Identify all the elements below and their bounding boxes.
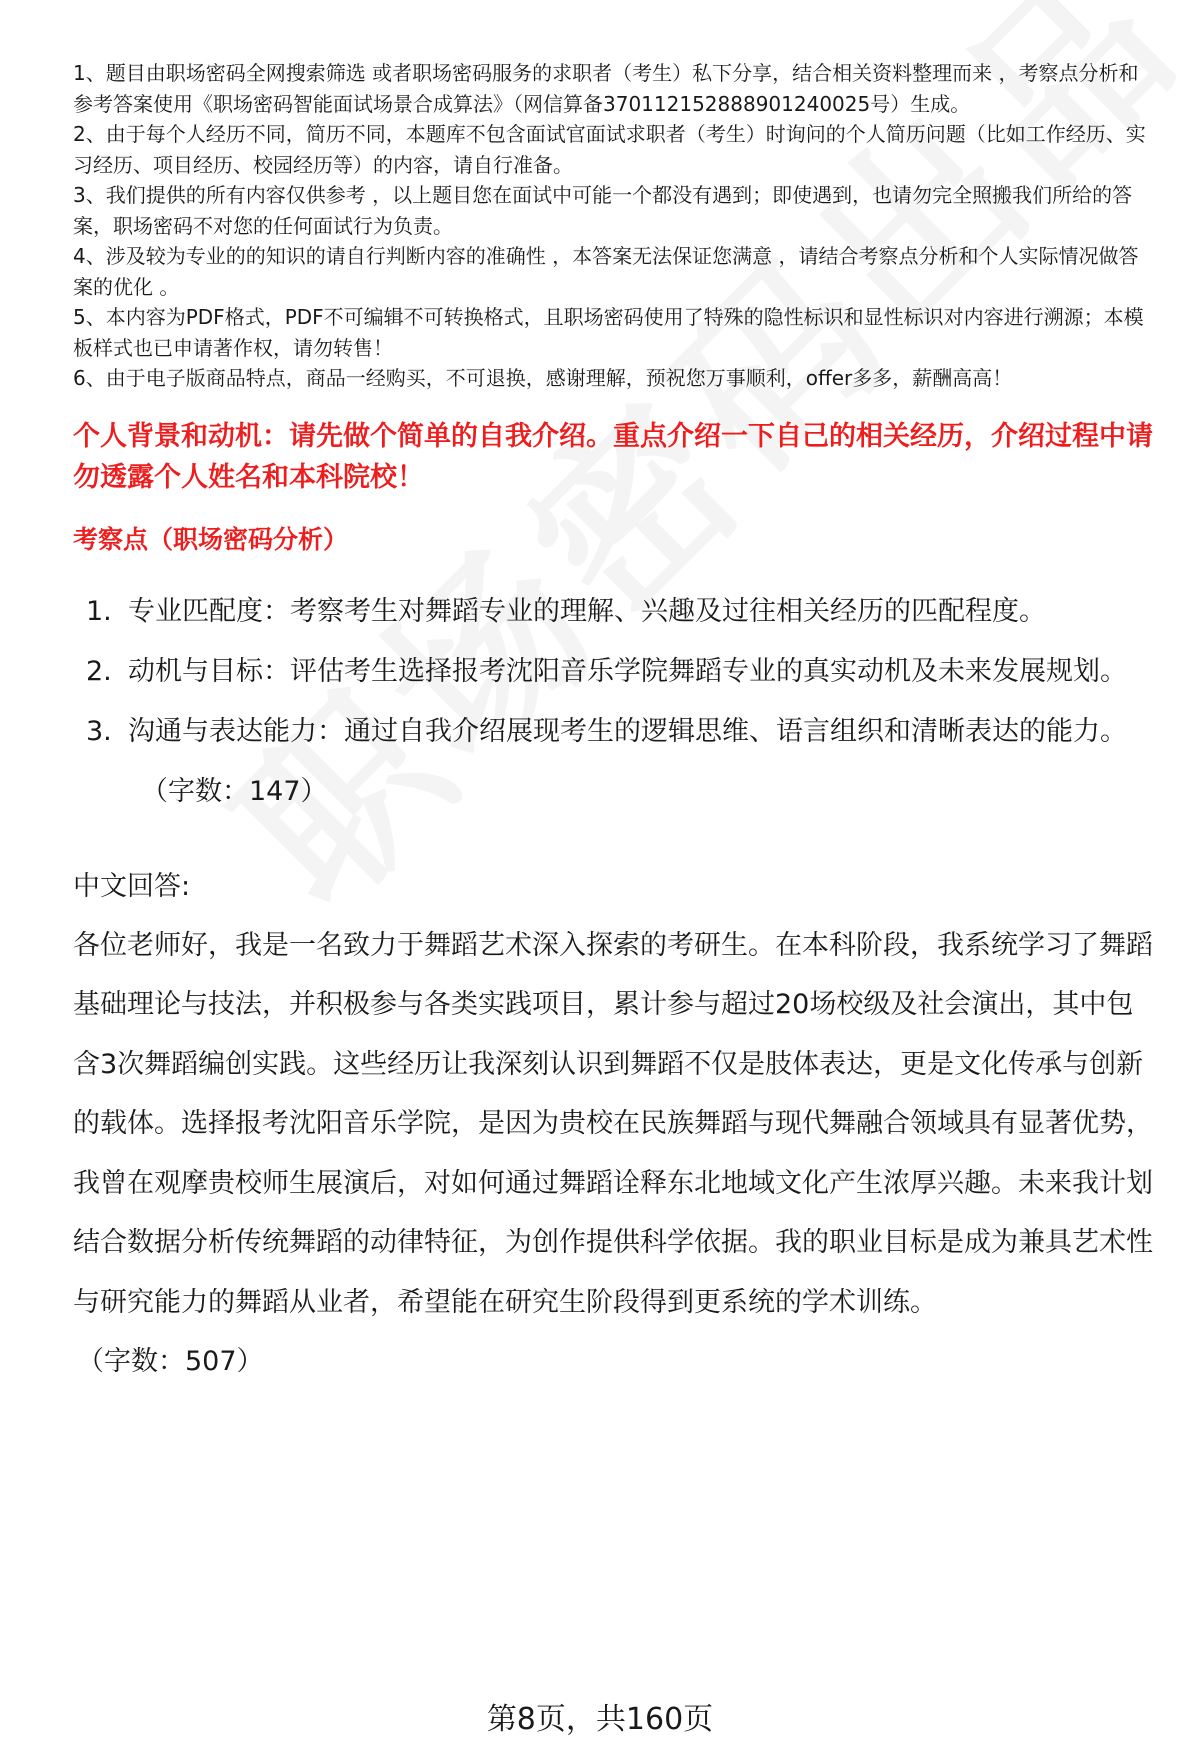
page-number: 第8页，共160页 xyxy=(486,1702,714,1737)
disclaimer-item: 1、题目由职场密码全网搜索筛选 或者职场密码服务的求职者（考生）私下分享，结合相关资料整理而来 ，考察点分析和参考答案使用《职场密码智能面试场景合成算法》（网信算备370112152888901240025号）生成。 xyxy=(73,61,1139,116)
answer-word-count: （字数：507） xyxy=(77,1346,264,1377)
point-text: 沟通与表达能力：通过自我介绍展现考生的逻辑思维、语言组织和清晰表达的能力。 xyxy=(128,715,1127,747)
assessment-points xyxy=(73,582,1153,762)
disclaimer-item: 5、本内容为PDF格式，PDF不可编辑不可转换格式，且职场密码使用了特殊的隐性标识和显性标识对内容进行溯源；本模板样式也已申请著作权，请勿转售！ xyxy=(73,305,1144,360)
disclaimer-item: 3、我们提供的所有内容仅供参考 ，以上题目您在面试中可能一个都没有遇到；即使遇到，也请勿完全照搬我们所给的答案，职场密码不对您的任何面试行为负责。 xyxy=(73,183,1133,238)
point-number: 2. xyxy=(86,655,112,687)
assessment-point xyxy=(73,642,1153,702)
assessment-point xyxy=(73,582,1153,642)
point-text: 专业匹配度：考察考生对舞蹈专业的理解、兴趣及过往相关经历的匹配程度。 xyxy=(128,595,1046,627)
answer-label: 中文回答: xyxy=(73,870,191,902)
point-number: 3. xyxy=(86,715,112,747)
points-word-count: （字数：147） xyxy=(141,775,328,807)
disclaimer-item: 4、涉及较为专业的的知识的请自行判断内容的准确性 ，本答案无法保证您满意 ，请结合考察点分析和个人实际情况做答案的优化 。 xyxy=(73,244,1139,299)
answer-text: 各位老师好，我是一名致力于舞蹈艺术深入探索的考研生。在本科阶段，我系统学习了舞蹈基础理论与技法，并积极参与各类实践项目，累计参与超过20场校级及社会演出，其中包含3次舞蹈编创实践。这些经历让我深刻认识到舞蹈不仅是肢体表达，更是文化传承与创新的载体。选择报考沈阳音乐学院，是因为贵校在民族舞蹈与现代舞融合领域具有显著优势，我曾在观摩贵校师生展演后，对如何通过舞蹈诠释东北地域文化产生浓厚兴趣。未来我计划结合数据分析传统舞蹈的动律特征，为创作提供科学依据。我的职业目标是成为兼具艺术性与研究能力的舞蹈从业者，希望能在研究生阶段得到更系统的学术训练。 xyxy=(73,929,1153,1318)
point-number: 1. xyxy=(86,595,112,627)
disclaimer-item: 2、由于每个人经历不同，简历不同，本题库不包含面试官面试求职者（考生）时询问的个人简历问题（比如工作经历、实习经历、项目经历、校园经历等）的内容，请自行准备。 xyxy=(73,122,1146,177)
assessment-point xyxy=(73,702,1153,762)
disclaimer-item: 6、由于电子版商品特点，商品一经购买，不可退换，感谢理解，预祝您万事顺利，offer多多，薪酬高高！ xyxy=(73,366,1013,390)
disclaimer-notes xyxy=(73,58,1153,394)
interview-question: 个人背景和动机：请先做个简单的自我介绍。重点介绍一下自己的相关经历，介绍过程中请勿透露个人姓名和本科院校！ xyxy=(73,420,1153,493)
section-title: 考察点（职场密码分析） xyxy=(73,524,349,554)
document-page xyxy=(73,58,1153,1392)
point-text: 动机与目标：评估考生选择报考沈阳音乐学院舞蹈专业的真实动机及未来发展规划。 xyxy=(128,655,1127,687)
